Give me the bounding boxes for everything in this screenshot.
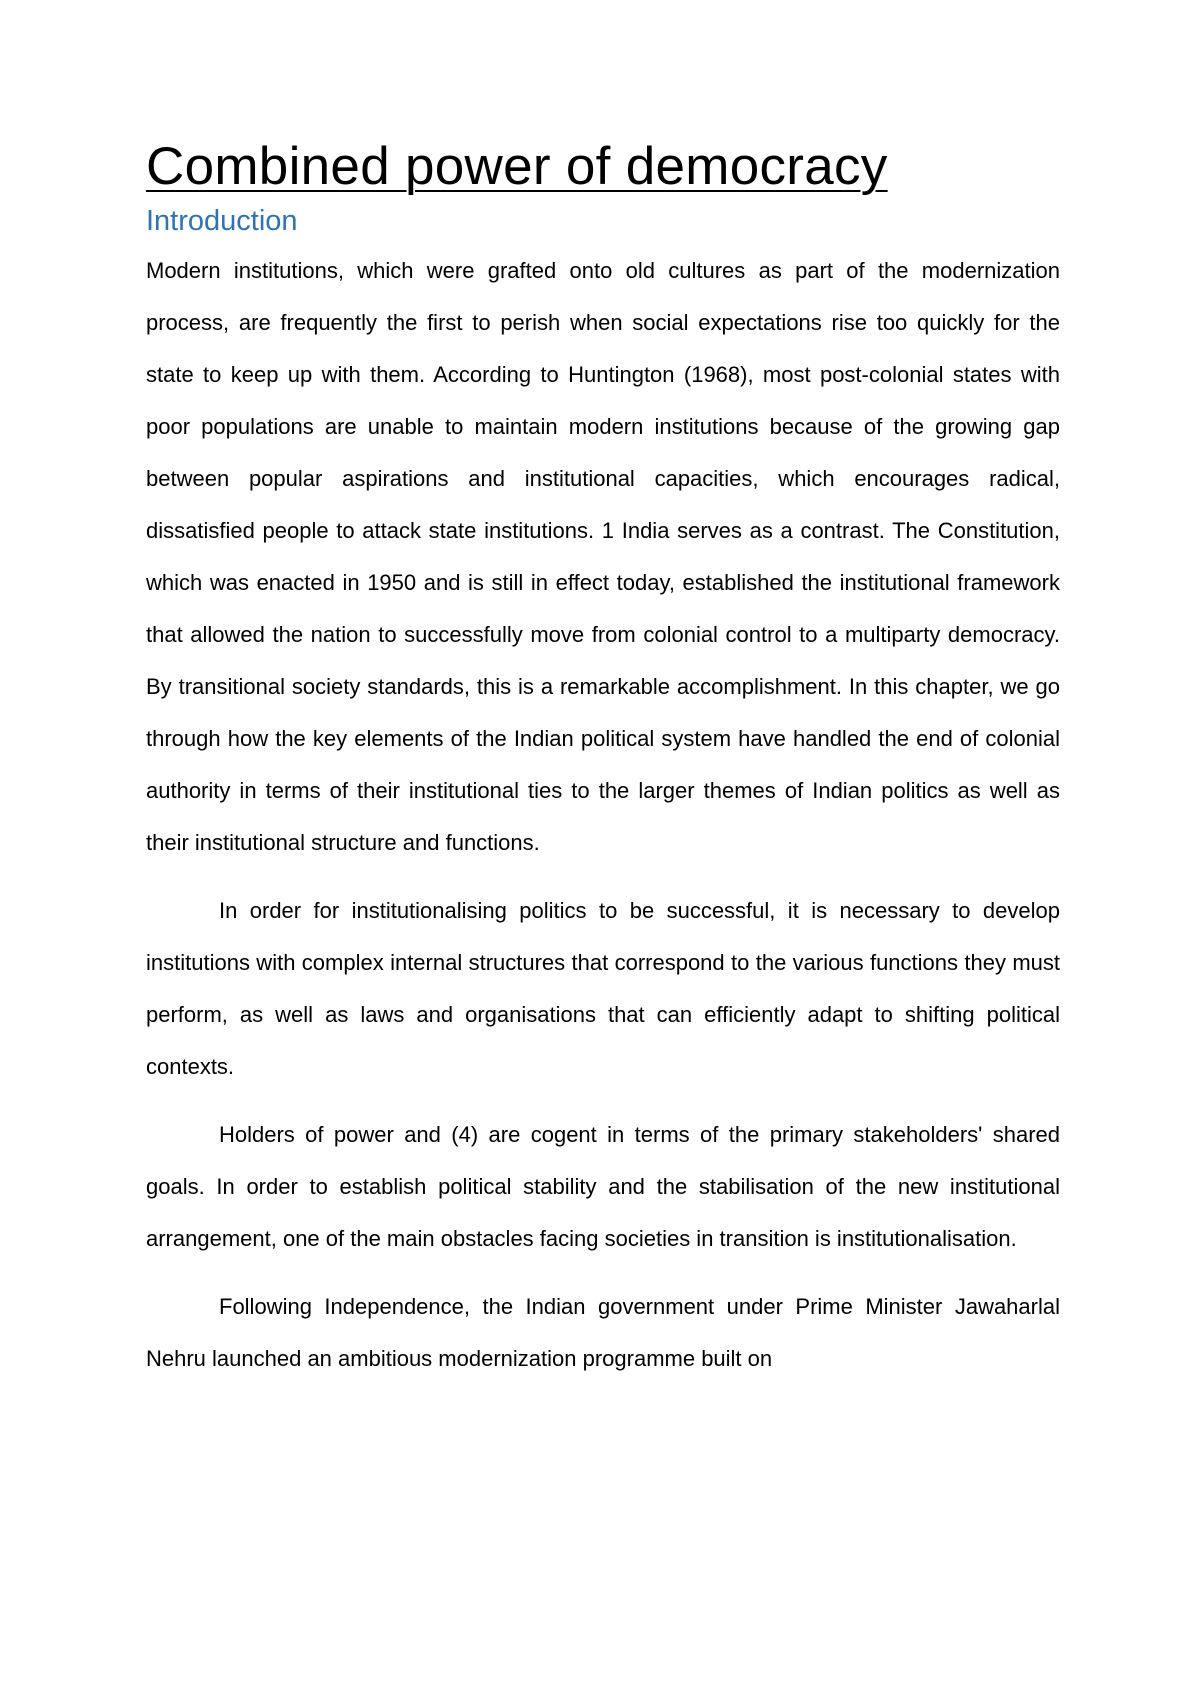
document-title: Combined power of democracy: [146, 137, 888, 196]
section-heading-introduction: Introduction: [146, 205, 298, 237]
document-body: [146, 137, 1060, 1385]
paragraph: In order for institutionalising politics to be successful, it is necessary to develop institutions with complex internal structures that correspond to the various functions they must perform, as well as laws and organisations that can efficiently adapt to shifting political contexts.: [146, 898, 1060, 1079]
paragraph: Modern institutions, which were grafted onto old cultures as part of the modernization process, are frequently the first to perish when social expectations rise too quickly for the state to keep up with them. According to Huntington (1968), most post-colonial states with poor populations are unable to maintain modern institutions because of the growing gap between popular aspirations and institutional capacities, which encourages radical, dissatisfied people to attack state institutions. 1 India serves as a contrast. The Constitution, which was enacted in 1950 and is still in effect today, established the institutional framework that allowed the nation to successfully move from colonial control to a multiparty democracy. By transitional society standards, this is a remarkable accomplishment. In this chapter, we go through how the key elements of the Indian political system have handled the end of colonial authority in terms of their institutional ties to the larger themes of Indian politics as well as their institutional structure and functions.: [146, 258, 1060, 855]
paragraph: Holders of power and (4) are cogent in terms of the primary stakeholders' shared goals. In order to establish political stability and the stabilisation of the new institutional arrangement, one of the main obstacles facing societies in transition is institutionalisation.: [146, 1122, 1060, 1251]
paragraph: Following Independence, the Indian government under Prime Minister Jawaharlal Nehru launched an ambitious modernization programme built on: [146, 1294, 1060, 1371]
